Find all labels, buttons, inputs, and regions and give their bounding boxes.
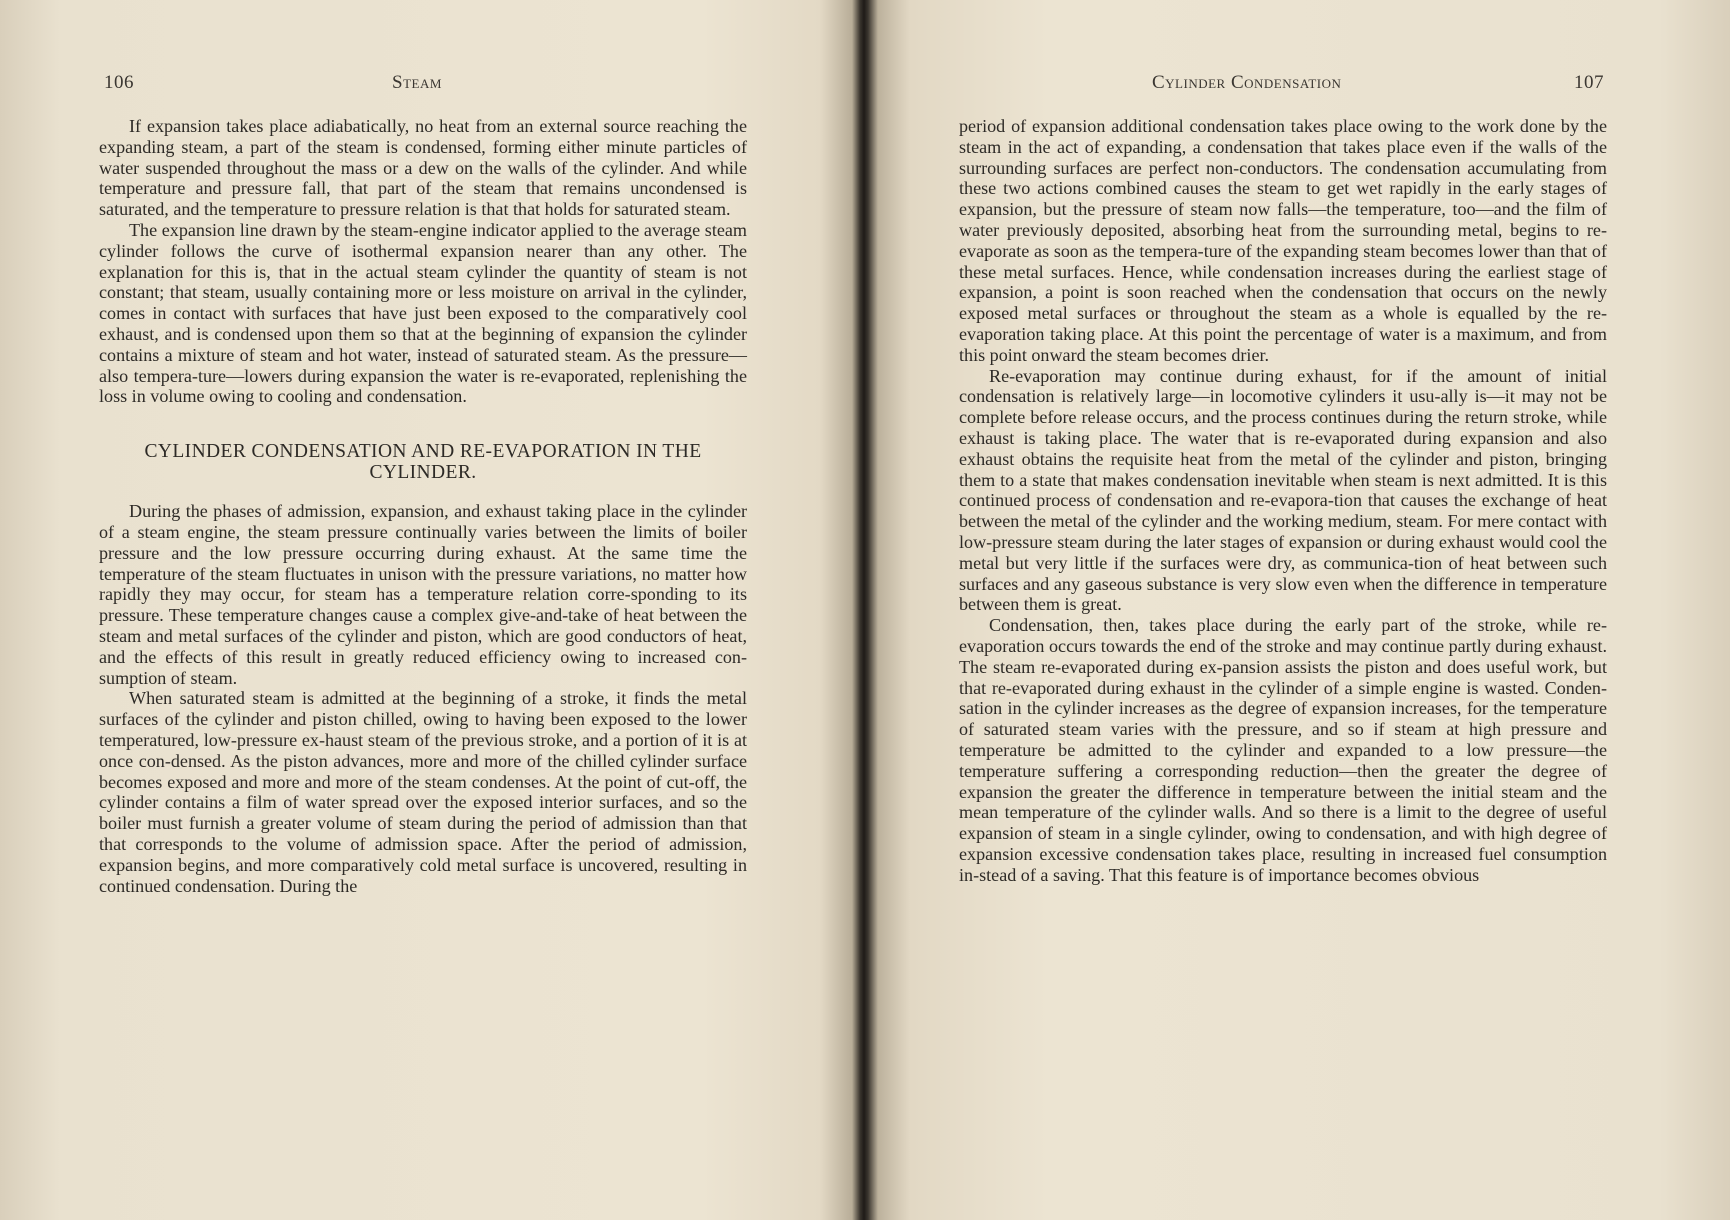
paragraph: Re-evaporation may continue during exhaust, for if the amount of initial condensation is relatively large—in locomotive cylinders it usu-ally is—it may not be complete before release occurs, and the process continues during the return stroke, while exhaust is taking place. The water that is re-evaporated during expansion and also exhaust obtains the requisite heat from the metal of the cylinder and piston, bringing them to a state that makes condensation inevitable when steam is next admitted. It is this continued process of condensation and re-evapora-tion that causes the exchange of heat between the metal of the cylinder and the working medium, steam. For mere contact with low-pressure steam during the later stages of expansion or during exhaust would cool the metal but very little if the surfaces were dry, as communica-tion of heat between such surfaces and any gaseous substance is very slow even when the difference in temperature between them is great. xyxy=(959,365,1607,615)
paragraph: If expansion takes place adiabatically, no heat from an external source reaching the expanding steam, a part of the steam is condensed, forming either minute particles of water suspended throughout the mass or a dew on the walls of the cylinder. And while temperature and pressure fall, that part of the steam that remains uncondensed is saturated, and the temperature to pressure relation is that that holds for saturated steam. xyxy=(99,116,747,220)
left-page-body xyxy=(99,116,747,896)
page-number-right: 107 xyxy=(1574,72,1604,93)
running-head-left: Steam xyxy=(392,72,442,93)
running-head-right: Cylinder Condensation xyxy=(1152,72,1342,93)
right-page xyxy=(868,0,1730,1220)
paragraph: Condensation, then, takes place during the early part of the stroke, while re-evaporation occurs towards the end of the stroke and may continue partly during exhaust. The steam re-evaporated during ex-pansion assists the piston and does useful work, but that re-evaporated during exhaust in the cylinder of a simple engine is wasted. Conden-sation in the cylinder increases as the degree of expansion increases, for the temperature of saturated steam varies with the pressure, and so if steam at high pressure and temperature be admitted to the cylinder and expanded to a low pressure—the temperature suffering a corresponding reduction—then the greater the degree of expansion the greater the difference in temperature between the initial steam and the mean temperature of the cylinder walls. And so there is a limit to the degree of useful expansion of steam in a single cylinder, owing to condensation, and with high degree of expansion excessive condensation takes place, resulting in increased fuel consumption in-stead of a saving. That this feature is of importance becomes obvious xyxy=(959,615,1607,885)
paragraph: During the phases of admission, expansion, and exhaust taking place in the cylinder of a steam engine, the steam pressure continually varies between the limits of boiler pressure and the low pressure occurring during exhaust. At the same time the temperature of the steam fluctuates in unison with the pressure variations, no matter how rapidly they may occur, for steam has a temperature relation corre-sponding to its pressure. These temperature changes cause a complex give-and-take of heat between the steam and metal surfaces of the cylinder and piston, which are good conductors of heat, and the effects of this result in greatly reduced efficiency owing to increased con-sumption of steam. xyxy=(99,501,747,688)
paragraph-continuation: period of expansion additional condensation takes place owing to the work done by the steam in the act of expanding, a condensation that takes place even if the walls of the surrounding surfaces are perfect non-conductors. The condensation accumulating from these two actions combined causes the steam to get wet rapidly in the early stages of expansion, but the pressure of steam now falls—the temperature, too—and the film of water previously deposited, absorbing heat from the surrounding metal, begins to re-evaporate as soon as the tempera-ture of the expanding steam becomes lower than that of these metal surfaces. Hence, while condensation increases during the earliest stage of expansion, a point is soon reached when the condensation that occurs on the newly exposed metal surfaces or throughout the steam as a whole is equalled by the re-evaporation taking place. At this point the percentage of water is a maximum, and from this point onward the steam becomes drier. xyxy=(959,116,1607,365)
right-page-body xyxy=(959,116,1607,885)
left-page xyxy=(0,0,860,1220)
page-number-left: 106 xyxy=(104,72,134,93)
section-heading: CYLINDER CONDENSATION AND RE-EVAPORATION IN THE CYLINDER. xyxy=(144,441,702,484)
paragraph: The expansion line drawn by the steam-engine indicator applied to the average steam cylinder follows the curve of isothermal expansion nearer than any other. The explanation for this is, that in the actual steam cylinder the quantity of steam is not constant; that steam, usually containing more or less moisture on arrival in the cylinder, comes in contact with surfaces that have just been exposed to the comparatively cool exhaust, and is condensed upon them so that at the beginning of expansion the cylinder contains a mixture of steam and hot water, instead of saturated steam. As the pressure—also tempera-ture—lowers during expansion the water is re-evaporated, replenishing the loss in volume owing to cooling and condensation. xyxy=(99,219,747,407)
paragraph: When saturated steam is admitted at the beginning of a stroke, it finds the metal surfaces of the cylinder and piston chilled, owing to having been exposed to the lower temperatured, low-pressure ex-haust steam of the previous stroke, and a portion of it is at once con-densed. As the piston advances, more and more of the chilled cylinder surface becomes exposed and more and more of the steam condenses. At the point of cut-off, the cylinder contains a film of water spread over the exposed interior surfaces, and so the boiler must furnish a greater volume of steam during the period of admission than that that corresponds to the volume of admission space. After the period of admission, expansion begins, and more comparatively cold metal surface is uncovered, resulting in continued condensation. During the xyxy=(99,688,747,896)
